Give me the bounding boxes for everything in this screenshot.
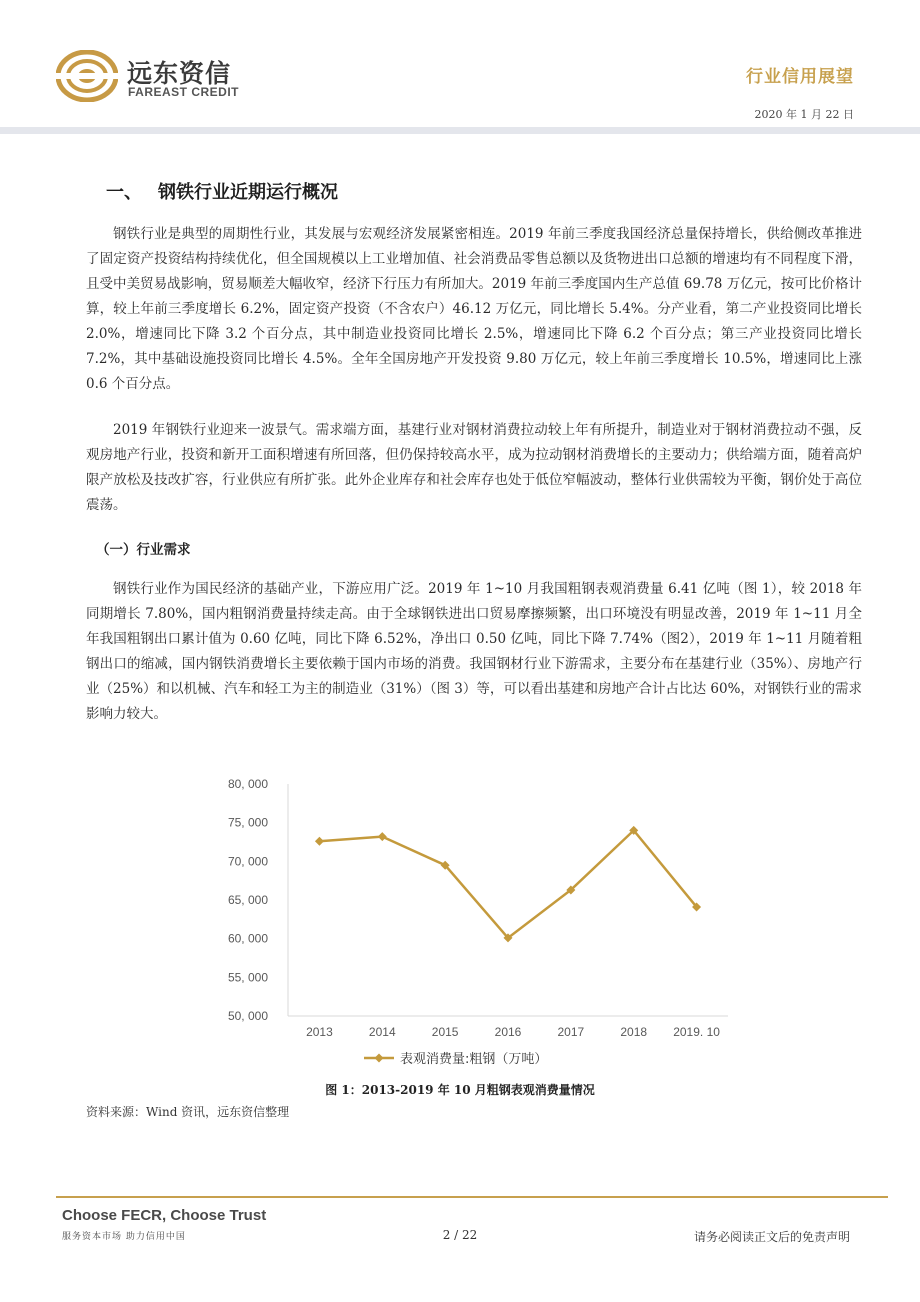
y-tick-label: 65, 000 [227, 893, 268, 907]
page-header [0, 0, 920, 135]
footer-divider [56, 1196, 888, 1198]
paragraph-macro: 钢铁行业是典型的周期性行业，其发展与宏观经济发展紧密相连。2019 年前三季度我国经济总量保持增长，供给侧改革推进了固定资产投资结构持续优化，但全国规模以上工业增加值、社会消费品零售总额以及货物进出口总额的增速均有不同程度下滑，且受中美贸易战影响，贸易顺差大幅收窄，经济下行压力有所加大。2019 年前三季度国内生产总值 69.78 万亿元，按可比价格计算，较上年前三季度增长 6.2%，固定资产投资（不含农户）46.12 万亿元，同比增长 5.4%。分产业看，第二产业投资同比增长 2.0%，增速同比下降 3.2 个百分点，其中制造业投资同比增长 2.5%，增速同比下降 6.2 个百分点；第三产业投资同比增长 7.2%，其中基础设施投资同比增长 4.5%。全年全国房地产开发投资 9.80 万亿元，较上年前三季度增长 10.5%，增速同比上涨 0.6 个百分点。 [86, 226, 862, 392]
disclaimer-note: 请务必阅读正文后的免责声明 [693, 1230, 850, 1244]
line-chart [210, 768, 730, 1078]
x-tick-label: 2017 [557, 1025, 585, 1039]
section-heading: 钢铁行业近期运行概况 [158, 182, 338, 203]
x-tick-label: 2018 [620, 1025, 648, 1039]
legend-label: 表观消费量:粗钢（万吨） [400, 1052, 548, 1067]
brand-name: 远东资信 [127, 59, 232, 88]
y-tick-label: 75, 000 [227, 815, 268, 830]
chart-svg [210, 768, 730, 1078]
report-date: 2020 年 1 月 22 日 [754, 108, 854, 121]
section-title [106, 178, 338, 204]
paragraph-industry: 2019 年钢铁行业迎来一波景气。需求端方面，基建行业对钢材消费拉动较上年有所提升，制造业对于钢材消费拉动不强，反观房地产行业，投资和新开工面积增速有所回落，但仍保持较高水平，成为拉动钢材消费增长的主要动力；供给端方面，随着高炉限产放松及技改扩容，行业供应有所扩张。此外企业库存和社会库存也处于低位窄幅波动，整体行业供需较为平衡，钢价处于高位震荡。 [86, 422, 862, 513]
x-tick-label: 2019. 10 [673, 1025, 720, 1039]
footer-slogan-en: Choose FECR, Choose Trust [62, 1207, 267, 1224]
subsection-title: （一）行业需求 [96, 542, 191, 558]
x-tick-label: 2015 [431, 1025, 459, 1039]
data-point-marker [315, 837, 324, 846]
y-tick-label: 55, 000 [227, 970, 268, 985]
footer-slogan-cn: 服务资本市场 助力信用中国 [62, 1232, 186, 1242]
y-tick-label: 70, 000 [227, 854, 268, 869]
fareast-logo-icon [56, 50, 118, 102]
data-point-marker [378, 832, 387, 841]
series-line [319, 830, 696, 937]
x-tick-label: 2014 [368, 1025, 396, 1039]
section-number: 一、 [106, 182, 142, 203]
x-tick-label: 2016 [494, 1025, 522, 1039]
y-tick-label: 60, 000 [227, 931, 268, 946]
paragraph-demand: 钢铁行业作为国民经济的基础产业，下游应用广泛。2019 年 1~10 月我国粗钢表观消费量 6.41 亿吨（图 1），较 2018 年同期增长 7.80%，国内粗钢消费量持续走高。由于全球钢铁进出口贸易摩擦频繁，出口环境没有明显改善，2019 年 1~11 月全年我国粗钢出口累计值为 0.60 亿吨，同比下降 6.52%，净出口 0.50 亿吨，同比下降 7.74%（图2），2019 年 1~11 月随着粗钢出口的缩减，国内钢铁消费增长主要依赖于国内市场的消费。我国钢材行业下游需求，主要分布在基建行业（35%）、房地产行业（25%）和以机械、汽车和轻工为主的制造业（31%）（图 3）等，可以看出基建和房地产合计占比达 60%，对钢铁行业的需求影响力较大。 [86, 581, 862, 722]
brand-name-en: FAREAST CREDIT [128, 85, 240, 99]
y-tick-label: 80, 000 [227, 777, 268, 791]
legend-marker [375, 1054, 384, 1063]
page-number: 2 / 22 [442, 1228, 478, 1242]
x-tick-label: 2013 [306, 1025, 333, 1039]
figure-caption: 图 1：2013-2019 年 10 月粗钢表观消费量情况 [325, 1083, 595, 1097]
y-tick-label: 50, 000 [227, 1009, 268, 1023]
figure-source: 资料来源：Wind 资讯，远东资信整理 [86, 1105, 290, 1119]
header-divider [0, 127, 920, 134]
report-type: 行业信用展望 [746, 67, 854, 87]
